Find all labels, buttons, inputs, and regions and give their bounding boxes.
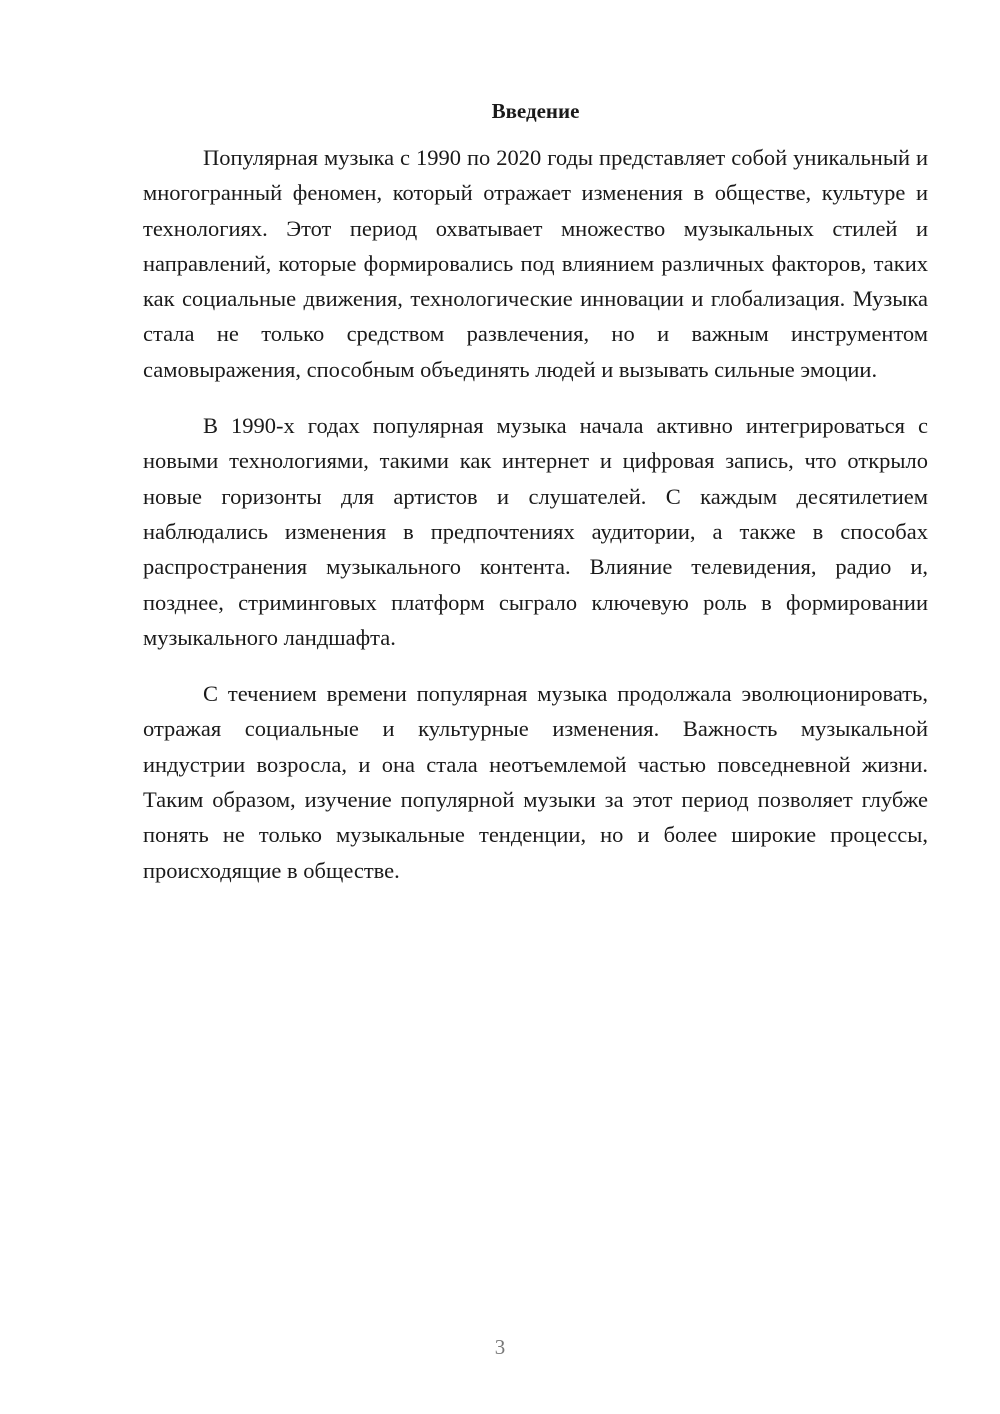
paragraph-3: С течением времени популярная музыка продолжала эволюционировать, отражая социальные и культурные изменения. Важность музыкальной индустрии возросла, и она стала неотъемлемой частью повседневной жизни. Таким образом, изучение популярной музыки за этот период позволяет глубже понять не только музыкальные тенденции, но и более широкие процессы, происходящие в обществе. — [143, 681, 928, 883]
page-content — [143, 96, 928, 909]
page-number: 3 — [494, 1335, 506, 1359]
section-title: Введение — [491, 99, 580, 123]
paragraph-2: В 1990-х годах популярная музыка начала активно интегрироваться с новыми технологиями, такими как интернет и цифровая запись, что открыло новые горизонты для артистов и слушателей. С каждым десятилетием наблюдались изменения в предпочтениях аудитории, а также в способах распространения музыкального контента. Влияние телевидения, радио и, позднее, стриминговых платформ сыграло ключевую роль в формировании музыкального ландшафта. — [143, 413, 928, 650]
paragraph-1: Популярная музыка с 1990 по 2020 годы представляет собой уникальный и многогранный феномен, который отражает изменения в обществе, культуре и технологиях. Этот период охватывает множество музыкальных стилей и направлений, которые формировались под влиянием различных факторов, таких как социальные движения, технологические инновации и глобализация. Музыка стала не только средством развлечения, но и важным инструментом самовыражения, способным объединять людей и вызывать сильные эмоции. — [143, 145, 928, 382]
